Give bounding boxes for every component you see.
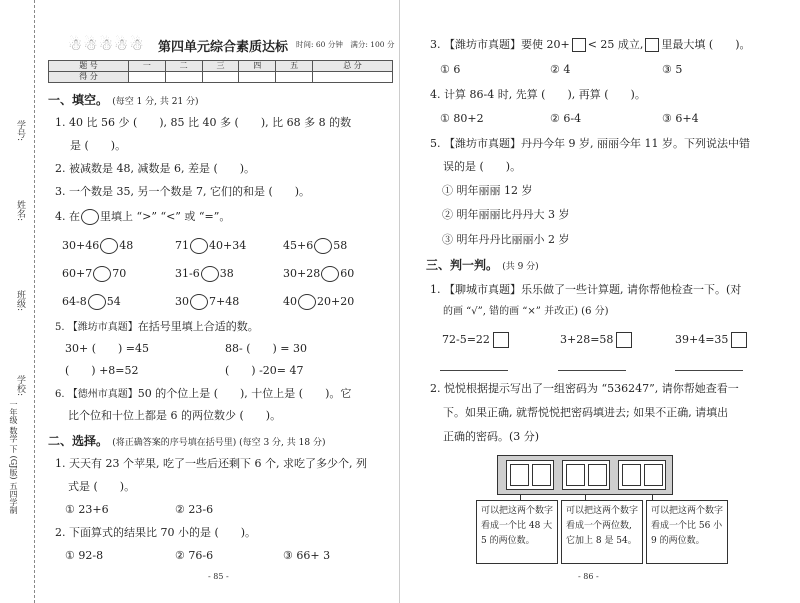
section-1-title: 一、填空。 xyxy=(48,93,109,107)
binding-margin xyxy=(0,0,42,603)
score-input-cell[interactable] xyxy=(128,72,165,83)
score-cell: 二 xyxy=(165,61,202,72)
score-input-cell[interactable] xyxy=(202,72,239,83)
compare-item: 60+7 70 xyxy=(62,267,127,280)
password-frame xyxy=(497,455,673,495)
choice-option[interactable]: ③ 66+ 3 xyxy=(283,549,331,562)
compare-item: 30+46 48 xyxy=(62,239,134,252)
choice-option[interactable]: ① 明年丽丽 12 岁 xyxy=(442,184,533,197)
section-2-note: (将正确答案的序号填在括号里) (每空 3 分, 共 18 分) xyxy=(112,438,326,448)
judge-2: 2. 悦悦根据提示写出了一组密码为 “536247”, 请你帮她查看一 xyxy=(430,382,739,395)
choice-option[interactable]: ③ 5 xyxy=(662,63,683,76)
score-cell: 题 号 xyxy=(49,61,129,72)
password-pair xyxy=(562,460,610,490)
choice-option[interactable]: ① 92-8 xyxy=(65,549,104,562)
judge-1: 1. 【聊城市真题】乐乐做了一些计算题, 请你帮他检查一下。(对 xyxy=(430,283,742,296)
compare-circle[interactable] xyxy=(190,238,208,254)
choice-option[interactable]: ① 80+2 xyxy=(440,112,484,125)
choice-2: 2. 下面算式的结果比 70 小的是 ( )。 xyxy=(55,526,257,539)
question-5 xyxy=(55,320,259,335)
password-digit-box[interactable] xyxy=(588,464,607,486)
check-box[interactable] xyxy=(493,332,509,348)
score-table-score-row xyxy=(49,72,393,83)
exam-meta: 时间: 60 分钟 满分: 100 分 xyxy=(296,40,395,49)
password-hint: 可以把这两个数字看成一个两位数, 它加上 8 是 54。 xyxy=(561,500,643,564)
question-5-text: 在括号里填上合适的数。 xyxy=(137,320,259,333)
compare-circle[interactable] xyxy=(298,294,316,310)
fill-blank-item: ( ) -20= 47 xyxy=(225,364,304,377)
choice-5-cont: 误的是 ( )。 xyxy=(443,160,522,173)
question-6 xyxy=(55,387,351,402)
password-pair xyxy=(618,460,666,490)
password-digit-box[interactable] xyxy=(566,464,585,486)
choice-option[interactable]: ② 23-6 xyxy=(175,503,214,516)
password-digit-box[interactable] xyxy=(532,464,551,486)
question-4-prefix: 4. 在 xyxy=(55,210,80,223)
choice-3-text-b: < 25 成立, xyxy=(587,38,644,51)
score-cell: 五 xyxy=(276,61,313,72)
score-cell: 总 分 xyxy=(313,61,393,72)
fill-blank-item: 30+ ( ) =45 xyxy=(65,342,150,355)
page-number: - 86 - xyxy=(578,572,599,581)
cut-line xyxy=(34,0,35,603)
choice-3-text-a: 3. 【潍坊市真题】要使 20+ xyxy=(430,38,570,51)
score-table xyxy=(48,60,393,83)
compare-item: 30 7+48 xyxy=(175,295,240,308)
password-digit-box[interactable] xyxy=(622,464,641,486)
compare-circle[interactable] xyxy=(314,238,332,254)
fill-blank-item: ( ) +8=52 xyxy=(65,364,139,377)
page-title: 第四单元综合素质达标 xyxy=(158,40,289,55)
compare-circle[interactable] xyxy=(190,294,208,310)
password-hint: 可以把这两个数字看成一个比 48 大 5 的两位数。 xyxy=(476,500,558,564)
choice-3-text-c: 里最大填 ( )。 xyxy=(661,38,751,51)
judge-2-cont: 下。如果正确, 就帮悦悦把密码填进去; 如果不正确, 请填出 xyxy=(443,406,729,419)
score-cell: 三 xyxy=(202,61,239,72)
question-1: 1. 40 比 56 少 ( ), 85 比 40 多 ( ), 比 68 多 8 的数 xyxy=(55,116,352,129)
section-3-note: (共 9 分) xyxy=(502,262,539,272)
correction-line[interactable] xyxy=(440,370,508,371)
password-hint: 可以把这两个数字看成一个比 56 小 9 的两位数。 xyxy=(646,500,728,564)
choice-option[interactable]: ① 23+6 xyxy=(65,503,109,516)
choice-option[interactable]: ① 6 xyxy=(440,63,461,76)
score-cell: 四 xyxy=(239,61,276,72)
compare-circle[interactable] xyxy=(100,238,118,254)
score-input-cell[interactable] xyxy=(239,72,276,83)
question-1-cont: 是 ( )。 xyxy=(70,139,127,152)
judge-item: 72-5=22 xyxy=(442,332,509,348)
compare-item: 40 20+20 xyxy=(283,295,355,308)
label-class: 班级: xyxy=(15,290,25,312)
score-input-cell[interactable] xyxy=(313,72,393,83)
compare-circle[interactable] xyxy=(201,266,219,282)
section-2-heading xyxy=(48,434,325,450)
question-6-cont: 比个位和十位上都是 6 的两位数少 ( )。 xyxy=(68,409,282,422)
judge-2-cont2: 正确的密码。(3 分) xyxy=(443,430,540,443)
score-cell: 一 xyxy=(128,61,165,72)
correction-line[interactable] xyxy=(675,370,743,371)
book-brand: 一年级 数学 下 (GJ版) 五四学制 xyxy=(9,400,18,515)
choice-3 xyxy=(430,38,751,52)
score-table-header-row xyxy=(49,61,393,72)
check-box[interactable] xyxy=(616,332,632,348)
section-3-heading xyxy=(426,258,539,274)
judge-1-cont: 的画 “√”, 错的画 “×” 并改正) (6 分) xyxy=(443,306,609,317)
question-5-tag: 5. 【潍坊市真题】 xyxy=(55,322,138,333)
compare-circle[interactable] xyxy=(88,294,106,310)
section-1-note: (每空 1 分, 共 21 分) xyxy=(112,97,199,107)
choice-option[interactable]: ② 6-4 xyxy=(550,112,582,125)
fill-blank-item: 88- ( ) = 30 xyxy=(225,342,308,355)
label-student-id: 学号: xyxy=(15,120,25,142)
compare-item: 31-6 38 xyxy=(175,267,234,280)
choice-option[interactable]: ③ 6+4 xyxy=(662,112,699,125)
question-4-text: 里填上 “>” “<” 或 “=”。 xyxy=(100,210,231,223)
choice-option[interactable]: ② 76-6 xyxy=(175,549,214,562)
compare-item: 30+28 60 xyxy=(283,267,355,280)
answer-box[interactable] xyxy=(572,38,586,52)
compare-item: 71 40+34 xyxy=(175,239,247,252)
password-digit-box[interactable] xyxy=(644,464,663,486)
choice-1-cont: 式是 ( )。 xyxy=(68,480,136,493)
choice-option[interactable]: ② 4 xyxy=(550,63,571,76)
decorative-figures-icon: ☃☃☃☃☃ xyxy=(68,35,145,54)
label-school: 学校: xyxy=(15,375,25,397)
compare-circle[interactable] xyxy=(81,209,99,225)
question-2: 2. 被减数是 48, 减数是 6, 差是 ( )。 xyxy=(55,162,256,175)
choice-option[interactable]: ③ 明年丹丹比丽丽小 2 岁 xyxy=(442,233,570,246)
password-pair xyxy=(506,460,554,490)
check-box[interactable] xyxy=(731,332,747,348)
choice-1: 1. 天天有 23 个苹果, 吃了一些后还剩下 6 个, 求吃了多少个, 列 xyxy=(55,457,367,470)
question-6-text: 50 的个位上是 ( ), 十位上是 ( )。它 xyxy=(137,387,352,400)
choice-option[interactable]: ② 明年丽丽比丹丹大 3 岁 xyxy=(442,208,570,221)
score-cell: 得 分 xyxy=(49,72,129,83)
compare-circle[interactable] xyxy=(93,266,111,282)
section-2-title: 二、选择。 xyxy=(48,434,109,448)
compare-item: 64-8 54 xyxy=(62,295,121,308)
judge-item: 3+28=58 xyxy=(560,332,632,348)
section-3-title: 三、判一判。 xyxy=(426,258,499,272)
compare-circle[interactable] xyxy=(321,266,339,282)
label-name: 姓名: xyxy=(15,200,25,222)
password-digit-box[interactable] xyxy=(510,464,529,486)
page-number: - 85 - xyxy=(208,572,229,581)
judge-item: 39+4=35 xyxy=(675,332,747,348)
section-1-heading xyxy=(48,93,199,109)
score-input-cell[interactable] xyxy=(165,72,202,83)
question-3: 3. 一个数是 35, 另一个数是 7, 它们的和是 ( )。 xyxy=(55,185,311,198)
choice-4: 4. 计算 86-4 时, 先算 ( ), 再算 ( )。 xyxy=(430,88,646,101)
correction-line[interactable] xyxy=(558,370,626,371)
answer-box[interactable] xyxy=(645,38,659,52)
choice-5: 5. 【潍坊市真题】丹丹今年 9 岁, 丽丽今年 11 岁。下列说法中错 xyxy=(430,137,750,150)
score-input-cell[interactable] xyxy=(276,72,313,83)
compare-item: 45+6 58 xyxy=(283,239,348,252)
question-6-tag: 6. 【德州市真题】 xyxy=(55,389,138,400)
question-4 xyxy=(55,209,230,225)
